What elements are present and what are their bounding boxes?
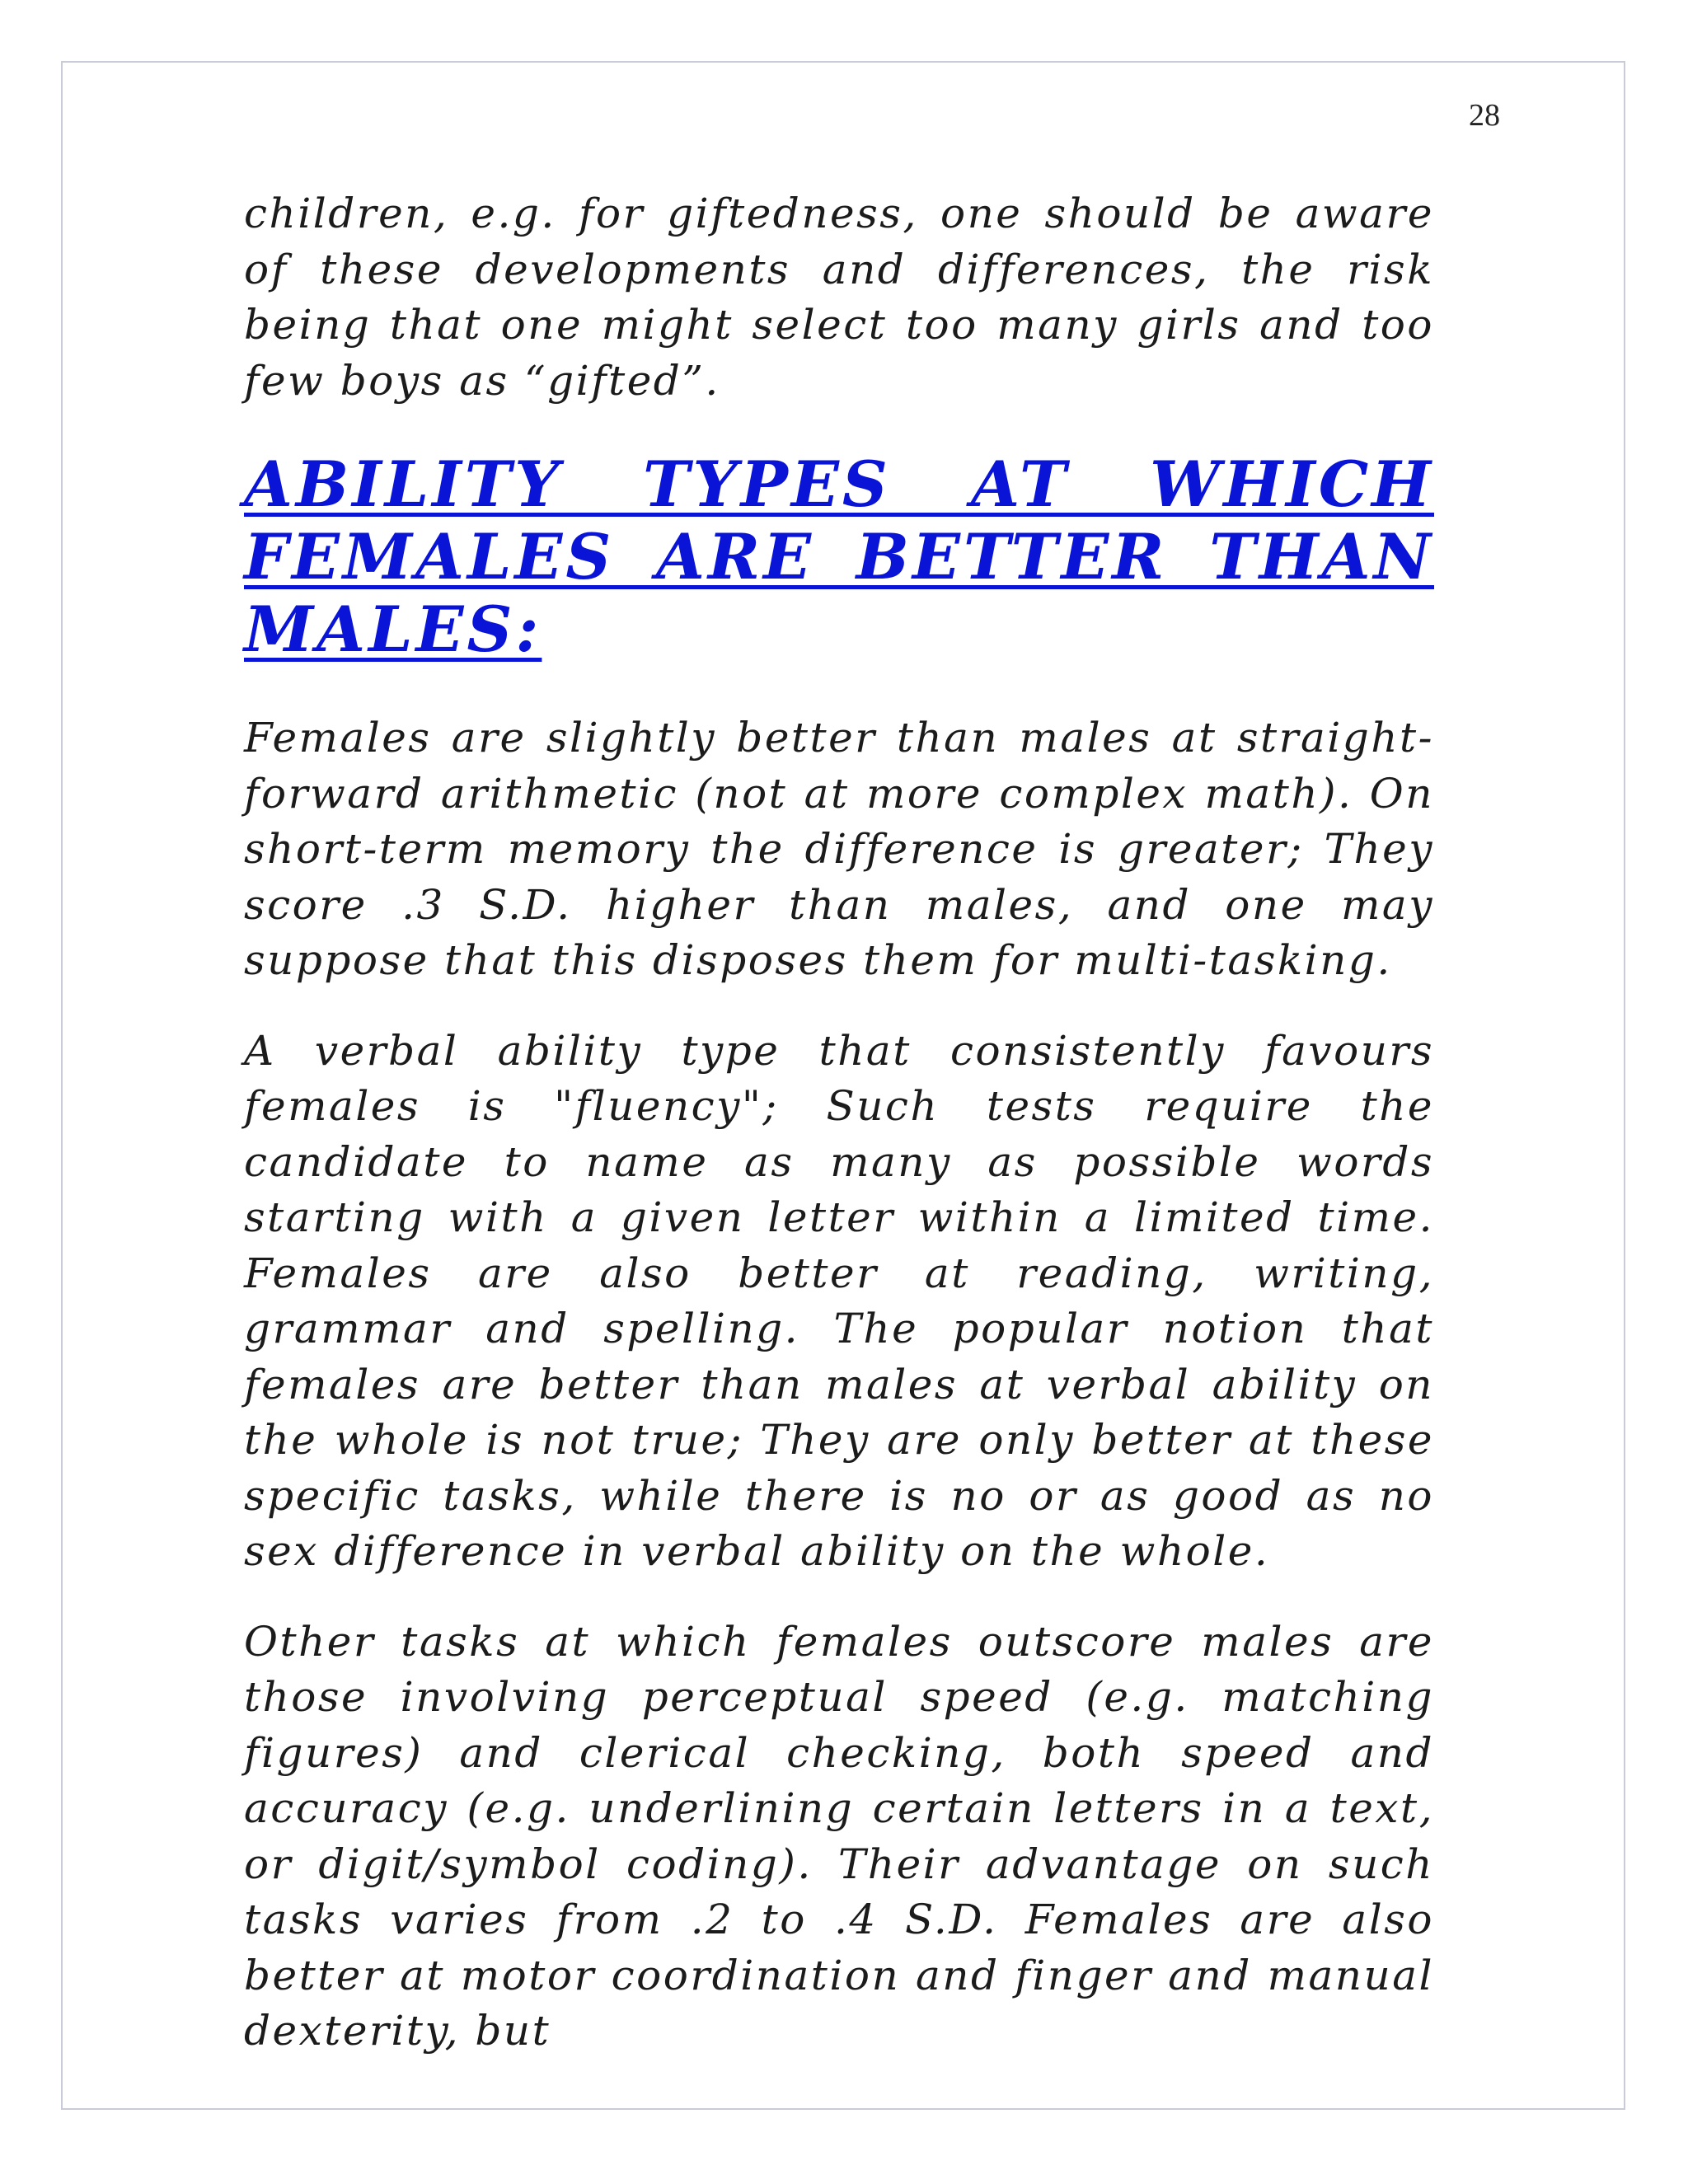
page-content <box>244 186 1434 2060</box>
paragraph-arithmetic-memory: Females are slightly better than males at straight-forward arithmetic (not at more complex math). On short-term memory the difference is greater; They score .3 S.D. higher than males, and one may suppose that this disposes them for multi-tasking. <box>244 714 1434 984</box>
paragraph-perceptual-speed: Other tasks at which females outscore males are those involving perceptual speed (e.g. matching figures) and clerical checking, both speed and accuracy (e.g. underlining certain letters in a text, or digit/symbol coding). Their advantage on such tasks varies from .2 to .4 S.D. Females are also better at motor coordination and finger and manual dexterity, but <box>244 1617 1434 2055</box>
page-number: 28 <box>1469 98 1500 133</box>
section-heading: ABILITY TYPES AT WHICH FEMALES ARE BETTER THAN MALES: <box>244 448 1434 666</box>
paragraph-intro: children, e.g. for giftedness, one should be aware of these developments and differences, the risk being that one might select too many girls and too few boys as “gifted”. <box>244 190 1434 405</box>
paragraph-verbal-fluency: A verbal ability type that consistently favours females is "fluency"; Such tests require the candidate to name as many as possible words starting with a given letter within a limited time. Females are also better at reading, writing, grammar and spelling. The popular notion that females are better than males at verbal ability on the whole is not true; They are only better at these specific tasks, while there is no or as good as no sex difference in verbal ability on the whole. <box>244 1026 1434 1575</box>
